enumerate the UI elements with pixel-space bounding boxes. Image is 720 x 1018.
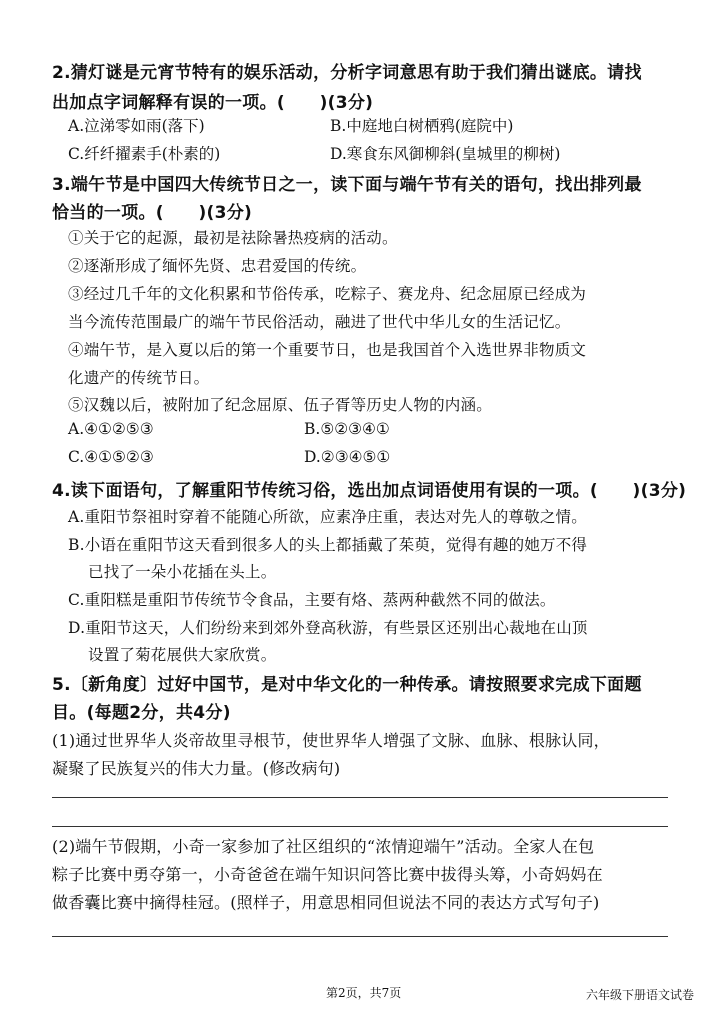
q3-stem-line1: 3.端午节是中国四大传统节日之一，读下面与端午节有关的语句，找出排列最 — [52, 175, 642, 195]
q4-option-d-line2: 设置了菊花展供大家欣赏。 — [88, 646, 277, 664]
q3-options-row1 — [68, 420, 668, 442]
q2-stem-line2: 出加点字词解释有误的一项。( )(3分) — [52, 93, 374, 113]
q2-stem-line1: 2.猜灯谜是元宵节特有的娱乐活动，分析字词意思有助于我们猜出谜底。请找 — [52, 63, 642, 83]
q2-option-c: C.纤纤擢素手(朴素的) — [68, 145, 221, 163]
q4-option-d-line1: D.重阳节这天，人们纷纷来到郊外登高秋游，有些景区还别出心裁地在山顶 — [68, 619, 588, 637]
q2-options-row1 — [68, 114, 668, 136]
q5-sub2-answer-line[interactable] — [52, 936, 668, 937]
q3-sentence-1: ①关于它的起源，最初是祛除暑热疫病的活动。 — [68, 229, 398, 247]
q3-stem-line2: 恰当的一项。( )(3分) — [52, 203, 253, 223]
q3-option-c: C.④①⑤②③ — [68, 448, 154, 466]
q2-option-b: B.中庭地白树栖鸦(庭院中) — [330, 117, 514, 135]
divider-line — [52, 826, 668, 827]
q5-sub1-answer-line[interactable] — [52, 797, 668, 798]
q5-sub2-line2: 粽子比赛中勇夺第一，小奇爸爸在端午知识问答比赛中拔得头筹，小奇妈妈在 — [52, 865, 603, 884]
q5-sub2-line3: 做香囊比赛中摘得桂冠。(照样子，用意思相同但说法不同的表达方式写句子) — [52, 893, 600, 912]
q4-stem: 4.读下面语句，了解重阳节传统习俗，选出加点词语使用有误的一项。( )(3分) — [52, 481, 687, 501]
q3-sentence-2: ②逐渐形成了缅怀先贤、忠君爱国的传统。 — [68, 257, 367, 275]
q5-sub1-line2: 凝聚了民族复兴的伟大力量。(修改病句) — [52, 759, 341, 778]
q3-option-a: A.④①②⑤③ — [68, 420, 154, 438]
q5-sub2-line1: (2)端午节假期，小奇一家参加了社区组织的“浓情迎端午”活动。全家人在包 — [52, 837, 595, 856]
q3-option-d: D.②③④⑤① — [304, 448, 391, 466]
exam-title: 六年级下册语文试卷 — [586, 988, 695, 1002]
q3-sentence-3a: ③经过几千年的文化积累和节俗传承，吃粽子、赛龙舟、纪念屈原已经成为 — [68, 285, 587, 303]
q5-sub1-line1: (1)通过世界华人炎帝故里寻根节，使世界华人增强了文脉、血脉、根脉认同， — [52, 731, 610, 750]
q2-option-d: D.寒食东风御柳斜(皇城里的柳树) — [330, 145, 561, 163]
q3-sentence-4a: ④端午节，是入夏以后的第一个重要节日，也是我国首个入选世界非物质文 — [68, 341, 587, 359]
q4-option-b-line2: 已找了一朵小花插在头上。 — [88, 563, 277, 581]
q4-option-c: C.重阳糕是重阳节传统节令食品，主要有烙、蒸两种截然不同的做法。 — [68, 591, 556, 609]
q3-sentence-4b: 化遗产的传统节日。 — [68, 369, 210, 387]
q3-option-b: B.⑤②③④① — [304, 420, 390, 438]
q2-option-a: A.泣涕零如雨(落下) — [68, 117, 205, 135]
q5-stem-line2: 目。(每题2分，共4分) — [52, 703, 231, 723]
q4-option-a: A.重阳节祭祖时穿着不能随心所欲，应素净庄重，表达对先人的尊敬之情。 — [68, 508, 587, 526]
q3-options-row2 — [68, 448, 668, 470]
q4-option-b-line1: B.小语在重阳节这天看到很多人的头上都插戴了茱萸，觉得有趣的她万不得 — [68, 536, 588, 554]
q5-stem-line1: 5.〔新角度〕过好中国节，是对中华文化的一种传承。请按照要求完成下面题 — [52, 675, 642, 695]
q3-sentence-3b: 当今流传范围最广的端午节民俗活动，融进了世代中华儿女的生活记忆。 — [68, 313, 571, 331]
page-number: 第2页，共7页 — [326, 986, 402, 1000]
q3-sentence-5: ⑤汉魏以后，被附加了纪念屈原、伍子胥等历史人物的内涵。 — [68, 396, 492, 414]
q2-options-row2 — [68, 142, 668, 164]
